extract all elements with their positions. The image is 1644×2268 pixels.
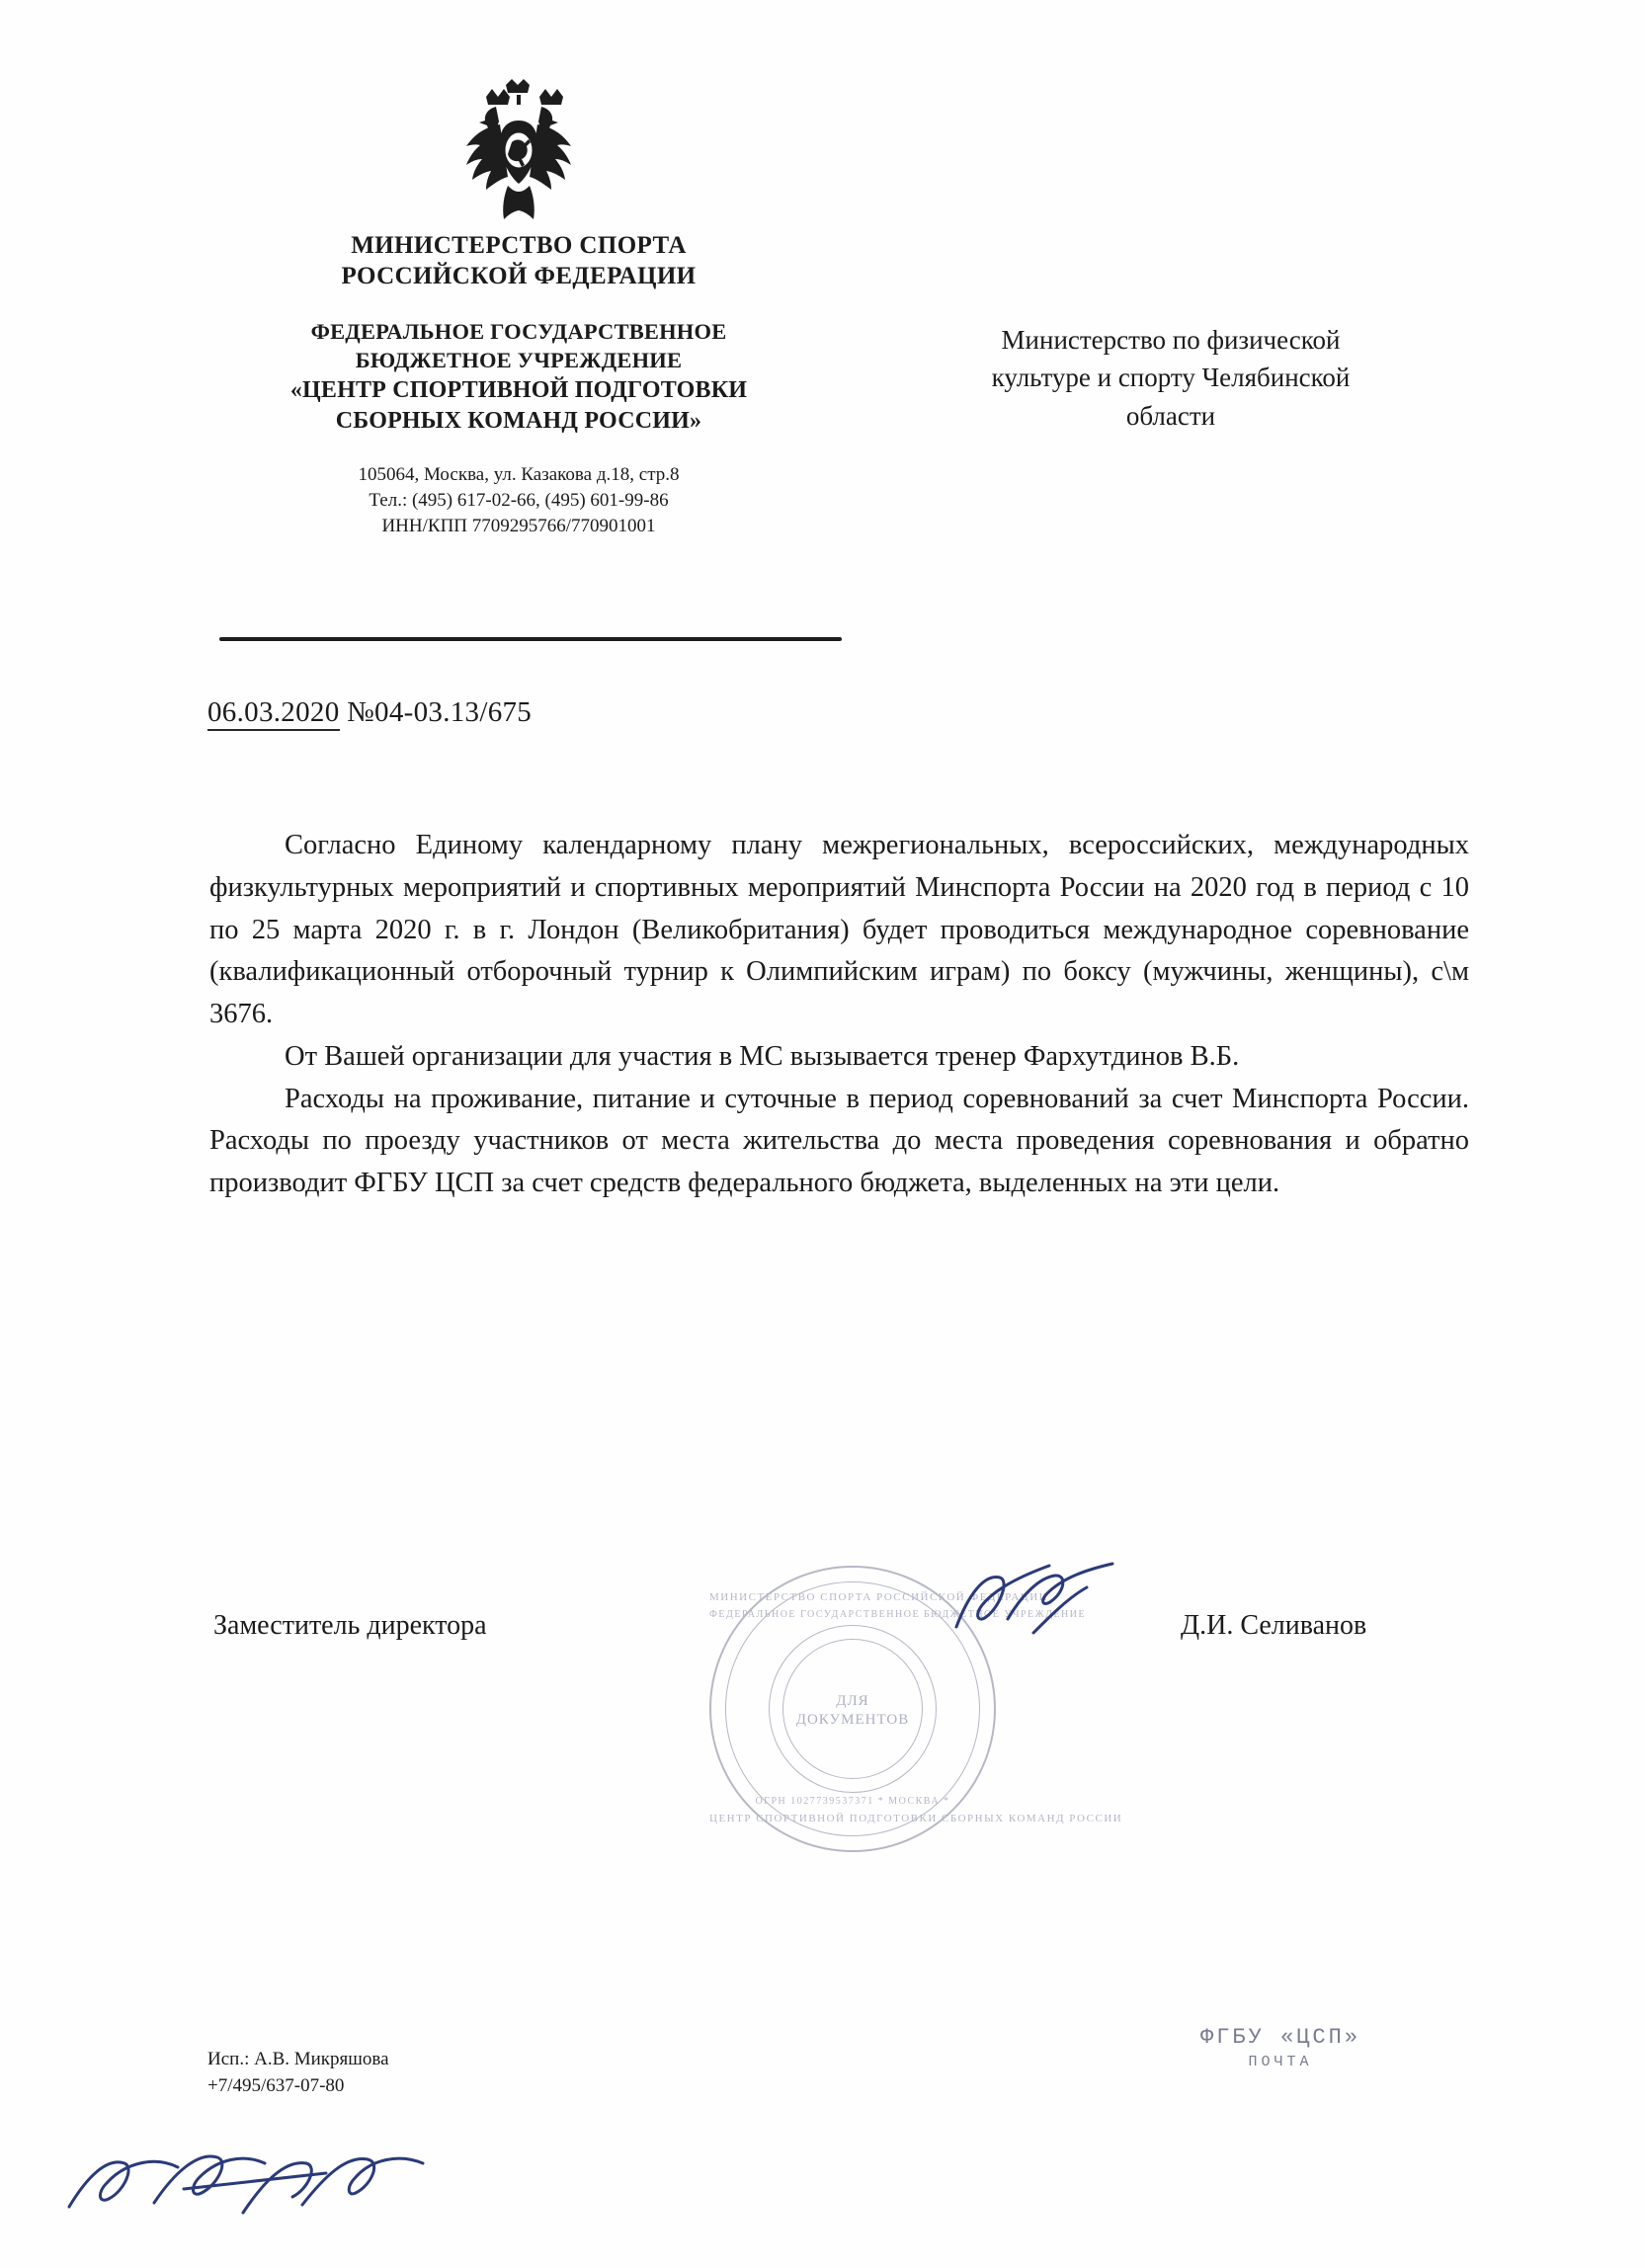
organization-line4: СБОРНЫХ КОМАНД РОССИИ»: [335, 407, 702, 434]
document-date: 06.03.2020: [207, 696, 340, 731]
mail-stamp-line1: ФГБУ «ЦСП»: [1200, 2025, 1361, 2050]
document-body: [209, 825, 1469, 1205]
organization-line3: «ЦЕНТР СПОРТИВНОЙ ПОДГОТОВКИ: [289, 376, 748, 403]
signer-position: Заместитель директора: [213, 1610, 487, 1641]
executor-phone: +7/495/637-07-80: [207, 2074, 345, 2096]
stamp-arc-bottom-2: ОГРН 1027739537371 * МОСКВА *: [755, 1796, 950, 1807]
mail-stamp-line2: ПОЧТА: [1248, 2054, 1313, 2070]
executor-name: Исп.: А.В. Микряшова: [207, 2049, 389, 2069]
signer-name: Д.И. Селиванов: [1181, 1610, 1367, 1641]
body-paragraph-2: От Вашей организации для участия в МС вызывается тренер Фархутдинов В.Б.: [285, 1040, 1240, 1072]
stamp-center-text: [709, 1692, 996, 1730]
body-paragraph-1: Согласно Единому календарному плану межрегиональных, всероссийских, международных физкультурных мероприятий и спортивных мероприятий Минспорта России на 2020 год в период с 10 по 25 марта 2020 г. в г. Лондон (Великобритания) будет проводиться международное соревнование (квалификационный отборочный турнир к Олимпийским играм) по боксу (мужчины, женщины), с\м 3676.: [209, 830, 1469, 1029]
letterhead: [212, 79, 825, 540]
letterhead-divider: [219, 637, 842, 641]
ministry-title: [212, 231, 825, 291]
reference-line: [207, 696, 532, 729]
organization-line2: БЮДЖЕТНОЕ УЧРЕЖДЕНИЕ: [355, 348, 683, 373]
postal-address: 105064, Москва, ул. Казакова д.18, стр.8: [358, 463, 680, 485]
stamp-arc-top-2: ФЕДЕРАЛЬНОЕ ГОСУДАРСТВЕННОЕ БЮДЖЕТНОЕ УЧРЕЖДЕНИЕ: [709, 1609, 1087, 1620]
bottom-handwritten-signature-icon: [59, 2134, 474, 2252]
stamp-arc-bottom: ЦЕНТР СПОРТИВНОЙ ПОДГОТОВКИ СБОРНЫХ КОМАНД РОССИИ: [709, 1813, 1123, 1824]
ministry-title-line1: МИНИСТЕРСТВО СПОРТА: [351, 232, 687, 259]
inn-kpp: ИНН/КПП 7709295766/770901001: [381, 516, 656, 537]
addressee-line3: области: [1125, 400, 1216, 431]
mail-stamp: [1200, 2025, 1360, 2070]
organization-name: [212, 317, 825, 437]
addressee-block: [894, 321, 1447, 435]
contact-block: [212, 462, 825, 540]
body-paragraph-3: Расходы на проживание, питание и суточные в период соревнований за счет Минспорта России. Расходы по проезду участников от места жительства до места проведения соревнования и обратно производит ФГБУ ЦСП за счет средств федерального бюджета, выделенных на эти цели.: [209, 1083, 1469, 1198]
executor-block: [207, 2047, 389, 2099]
handwritten-signature-icon: [948, 1556, 1126, 1674]
phone-numbers: Тел.: (495) 617-02-66, (495) 601-99-86: [369, 490, 669, 512]
addressee-line2: культуре и спорту Челябинской: [991, 363, 1351, 393]
addressee-line1: Министерство по физической: [1001, 325, 1341, 355]
stamp-center-line2: ДОКУМЕНТОВ: [795, 1711, 910, 1728]
document-number: №04-03.13/675: [347, 696, 533, 728]
stamp-arc-top: МИНИСТЕРСТВО СПОРТА РОССИЙСКОЙ ФЕДЕРАЦИИ: [709, 1591, 1049, 1603]
stamp-center-line1: ДЛЯ: [836, 1693, 869, 1709]
ministry-title-line2: РОССИЙСКОЙ ФЕДЕРАЦИИ: [341, 262, 697, 289]
organization-line1: ФЕДЕРАЛЬНОЕ ГОСУДАРСТВЕННОЕ: [310, 319, 727, 344]
russian-double-headed-eagle-icon: [435, 79, 603, 227]
